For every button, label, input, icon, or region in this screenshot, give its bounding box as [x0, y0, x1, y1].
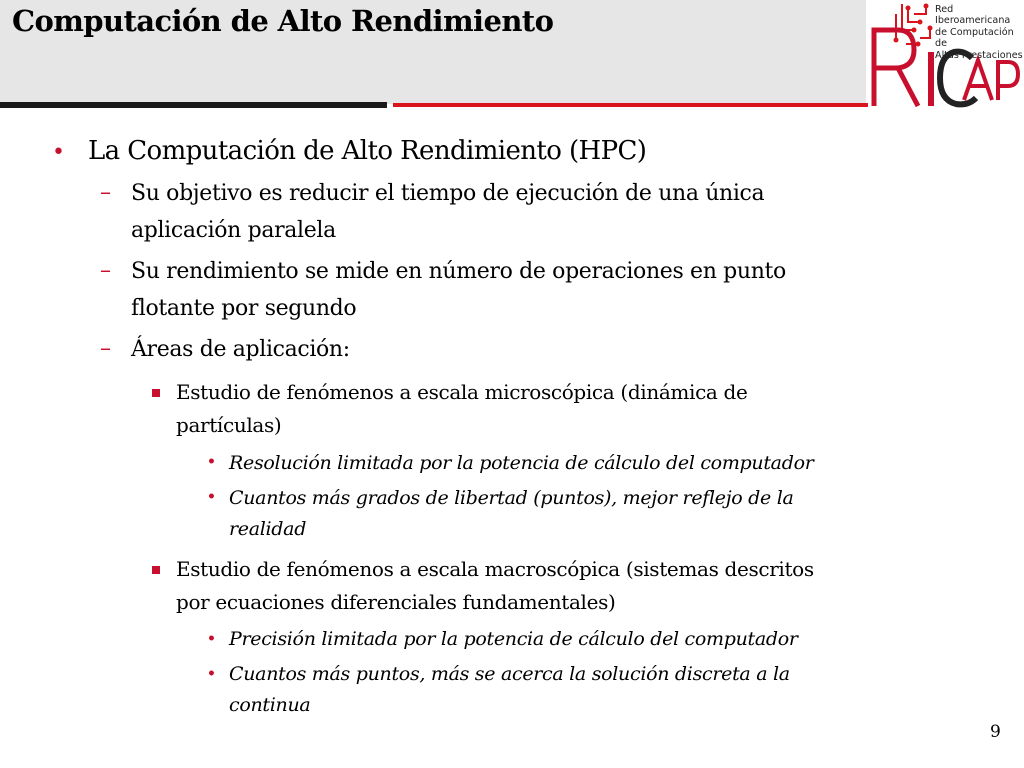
- square-bullet-icon: [152, 566, 160, 574]
- slide-title: Computación de Alto Rendimiento: [12, 4, 554, 38]
- dash-marker: –: [100, 258, 111, 283]
- sub1-item2-line-1: Cuantos más grados de libertad (puntos), mejor reflejo de la: [229, 487, 794, 509]
- bullet-dot: •: [207, 666, 216, 682]
- logo-caption-line-1: Red Iberoamericana: [935, 4, 1011, 27]
- dash1-line-1: Su objetivo es reducir el tiempo de ejecución de una única: [131, 181, 765, 206]
- sub1-item2-line-2: realidad: [229, 518, 307, 540]
- sub1-item1-line: Resolución limitada por la potencia de cálculo del computador: [229, 452, 814, 474]
- dash2-line-1: Su rendimiento se mide en número de operaciones en punto: [131, 259, 786, 284]
- sub2-line-1: Estudio de fenómenos a escala macroscópica (sistemas descritos: [176, 557, 814, 581]
- sub2-item2-line-1: Cuantos más puntos, más se acerca la solución discreta a la: [229, 663, 790, 685]
- dash2-line-2: flotante por segundo: [131, 296, 357, 321]
- logo-caption: [935, 4, 1024, 61]
- header-underline-dark: [0, 102, 387, 108]
- bullet-dot: •: [52, 140, 65, 165]
- dash-marker: –: [100, 180, 111, 205]
- sub2-item1-line: Precisión limitada por la potencia de cálculo del computador: [229, 628, 798, 650]
- logo-caption-line-2: de Computación de: [935, 26, 1014, 50]
- bullet-dot: •: [207, 489, 216, 505]
- square-bullet-icon: [152, 389, 160, 397]
- header-underline-red: [393, 103, 868, 107]
- sub2-item2-line-2: continua: [229, 694, 311, 716]
- logo-caption-line-3: Altas Prestaciones: [935, 49, 1023, 61]
- dash1-line-2: aplicación paralela: [131, 218, 336, 243]
- dash3-line: Áreas de aplicación:: [131, 337, 350, 362]
- sub1-line-1: Estudio de fenómenos a escala microscópica (dinámica de: [176, 380, 748, 404]
- sub1-line-2: partículas): [176, 413, 282, 437]
- sub2-line-2: por ecuaciones diferenciales fundamentales): [176, 590, 616, 614]
- bullet-dot: •: [207, 454, 216, 470]
- main-heading: La Computación de Alto Rendimiento (HPC): [88, 136, 647, 166]
- page-number: 9: [990, 722, 1001, 742]
- bullet-dot: •: [207, 631, 216, 647]
- dash-marker: –: [100, 336, 111, 361]
